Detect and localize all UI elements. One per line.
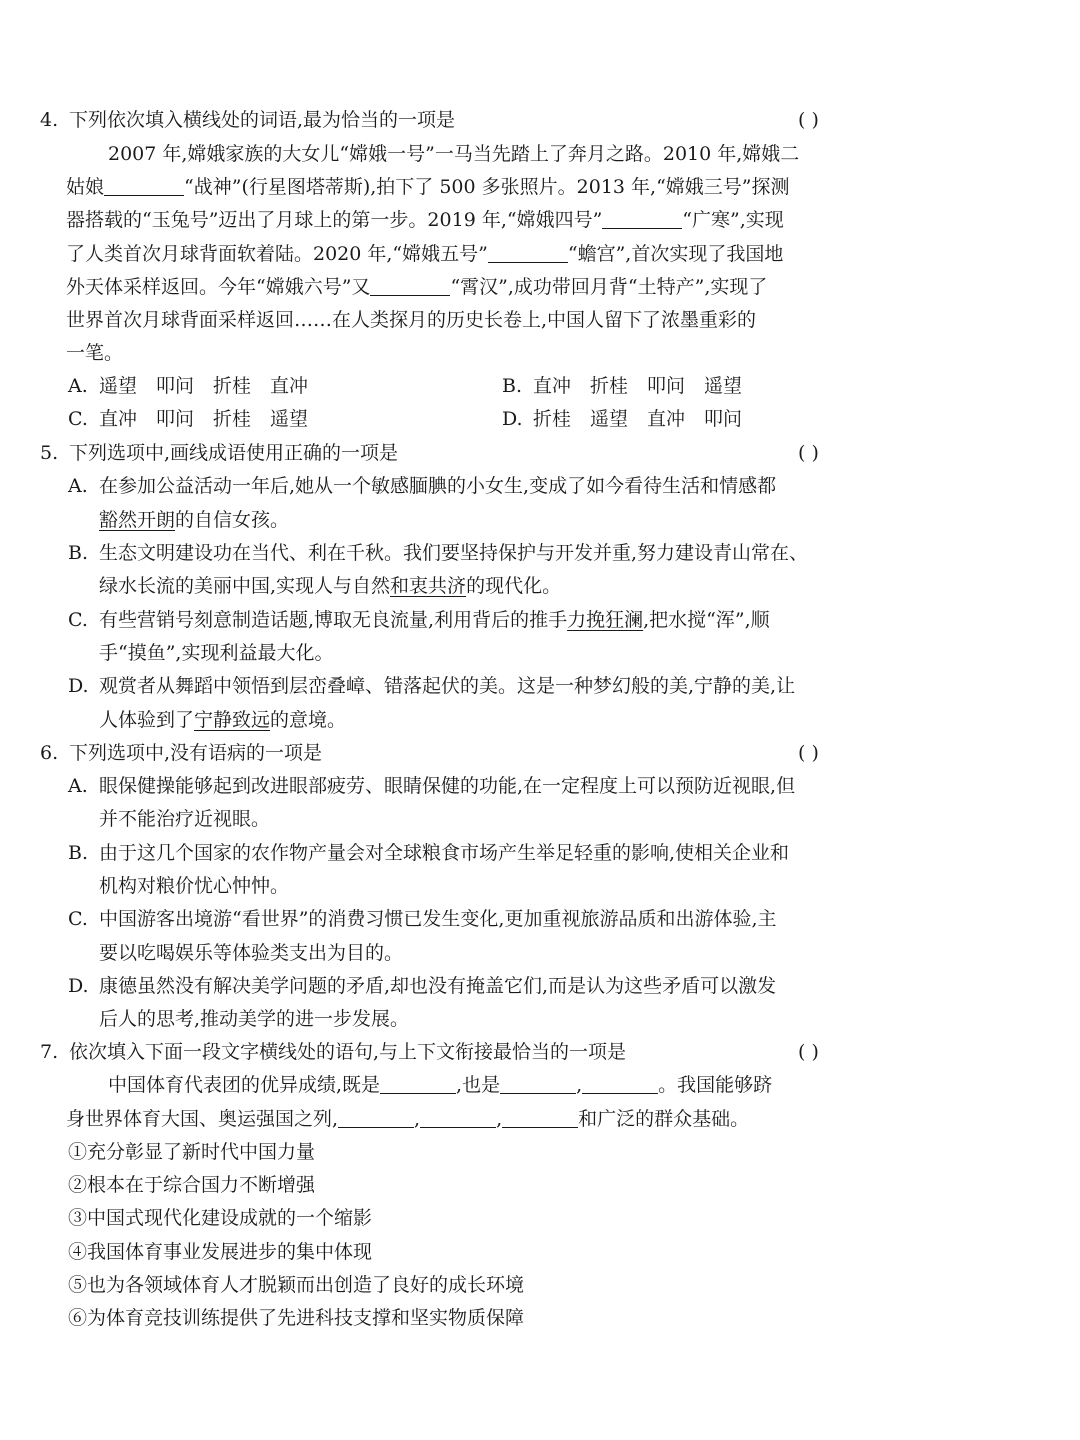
- q4-passage-line: [0, 304, 1080, 337]
- option-text[interactable]: 直冲 折桂 叩问 遥望: [533, 375, 743, 397]
- q4-passage-text: 外天体采样返回。今年“嫦娥六号”又: [66, 276, 371, 298]
- q7-item-text: ②根本在于综合国力不断增强: [68, 1174, 316, 1196]
- q4-passage-text: 一笔。: [66, 342, 124, 364]
- underlined-idiom: 宁静致远: [194, 709, 271, 731]
- q7-number: 7.: [40, 1041, 59, 1063]
- q4-passage-line: [0, 271, 1080, 304]
- q7-blank: [582, 1075, 658, 1094]
- option-text: 的现代化。: [466, 575, 562, 597]
- q4-answer-paren: ( ): [798, 109, 819, 131]
- option-label: B.: [68, 542, 89, 564]
- q5-option-a-cont: [0, 504, 1080, 537]
- q4-passage-text: “战神”(行星图塔蒂斯),拍下了 500 多张照片。2013 年,“嫦娥三号”探测: [184, 176, 790, 198]
- q7-passage-text: ,也是: [456, 1074, 501, 1096]
- q6-option-b-cont: [0, 870, 1080, 903]
- q7-passage-text: 。我国能够跻: [658, 1074, 773, 1096]
- q6-option-d[interactable]: [0, 970, 1080, 1003]
- q4-passage-text: 器搭载的“玉兔号”迈出了月球上的第一步。2019 年,“嫦娥四号”: [66, 209, 603, 231]
- q7-passage-line: [0, 1103, 1080, 1136]
- q6-answer-paren: ( ): [798, 742, 819, 764]
- q4-number: 4.: [40, 109, 59, 131]
- q7-item-text: ⑤也为各领域体育人才脱颖而出创造了良好的成长环境: [68, 1274, 525, 1296]
- q4-passage-line: [0, 204, 1080, 237]
- q5-option-b[interactable]: [0, 537, 1080, 570]
- option-text: 有些营销号刻意制造话题,博取无良流量,利用背后的推手: [99, 609, 568, 631]
- q4-blank: [488, 244, 568, 263]
- q5-answer-paren: ( ): [798, 442, 819, 464]
- option-text: 眼保健操能够起到改进眼部疲劳、眼睛保健的功能,在一定程度上可以预防近视眼,但: [99, 775, 796, 797]
- q4-options-row: [0, 370, 1080, 403]
- option-text: 的自信女孩。: [175, 509, 290, 531]
- option-text[interactable]: 直冲 叩问 折桂 遥望: [99, 408, 309, 430]
- option-text: ,把水搅“浑”,顺: [643, 609, 770, 631]
- q7-stem: 依次填入下面一段文字横线处的语句,与上下文衔接最恰当的一项是: [69, 1041, 627, 1063]
- option-text: 绿水长流的美丽中国,实现人与自然: [99, 575, 391, 597]
- q7-stem-line: [0, 1036, 1080, 1069]
- q6-stem-line: [0, 737, 1080, 770]
- option-label[interactable]: D.: [502, 408, 523, 430]
- q7-item-text: ③中国式现代化建设成就的一个缩影: [68, 1207, 373, 1229]
- q7-item-text: ①充分彰显了新时代中国力量: [68, 1141, 316, 1163]
- q7-passage-text: ,: [496, 1108, 503, 1130]
- option-text: 观赏者从舞蹈中领悟到层峦叠嶂、错落起伏的美。这是一种梦幻般的美,宁静的美,让: [99, 675, 796, 697]
- option-text: 生态文明建设功在当代、利在千秋。我们要坚持保护与开发并重,努力建设青山常在、: [99, 542, 809, 564]
- q7-blank: [500, 1075, 576, 1094]
- q4-stem: 下列依次填入横线处的词语,最为恰当的一项是: [69, 109, 456, 131]
- q5-stem: 下列选项中,画线成语使用正确的一项是: [69, 442, 399, 464]
- q7-passage-text: 身世界体育大国、奥运强国之列,: [66, 1108, 339, 1130]
- q6-option-c-cont: [0, 937, 1080, 970]
- underlined-idiom: 和衷共济: [390, 575, 467, 597]
- option-text: 由于这几个国家的农作物产量会对全球粮食市场产生举足轻重的影响,使相关企业和: [99, 842, 790, 864]
- option-label: D.: [68, 675, 89, 697]
- q5-option-d-cont: [0, 704, 1080, 737]
- q7-item: [0, 1236, 1080, 1269]
- q7-item: [0, 1202, 1080, 1235]
- option-text: 机构对粮价忧心忡忡。: [99, 875, 290, 897]
- option-label: C.: [68, 908, 88, 930]
- q7-passage-text: 和广泛的群众基础。: [578, 1108, 750, 1130]
- option-text[interactable]: 折桂 遥望 直冲 叩问: [533, 408, 743, 430]
- q7-blank: [502, 1109, 578, 1128]
- q5-number: 5.: [40, 442, 59, 464]
- option-text: 后人的思考,推动美学的进一步发展。: [99, 1008, 410, 1030]
- option-label: C.: [68, 609, 88, 631]
- q7-item: [0, 1302, 1080, 1335]
- q7-item-text: ⑥为体育竞技训练提供了先进科技支撑和坚实物质保障: [68, 1307, 525, 1329]
- option-text: 并不能治疗近视眼。: [99, 808, 271, 830]
- q6-option-d-cont: [0, 1003, 1080, 1036]
- underlined-idiom: 力挽狂澜: [567, 609, 644, 631]
- q7-item: [0, 1169, 1080, 1202]
- q7-passage-line: [0, 1069, 1080, 1102]
- option-text: 人体验到了: [99, 709, 195, 731]
- option-text: 康德虽然没有解决美学问题的矛盾,却也没有掩盖它们,而是认为这些矛盾可以激发: [99, 975, 777, 997]
- q4-passage-text: 姑娘: [66, 176, 105, 198]
- option-label[interactable]: C.: [68, 408, 88, 430]
- option-text[interactable]: 遥望 叩问 折桂 直冲: [99, 375, 309, 397]
- option-text: 的意境。: [270, 709, 347, 731]
- q4-passage-line: [0, 171, 1080, 204]
- option-label: A.: [68, 775, 88, 797]
- q7-item-text: ④我国体育事业发展进步的集中体现: [68, 1241, 373, 1263]
- q5-option-c-cont: [0, 637, 1080, 670]
- q4-blank: [104, 177, 184, 196]
- option-label[interactable]: A.: [68, 375, 88, 397]
- option-label: B.: [68, 842, 89, 864]
- q4-passage-line: [0, 337, 1080, 370]
- q4-passage-text: 2007 年,嫦娥家族的大女儿“嫦娥一号”一马当先踏上了奔月之路。2010 年,嫦娥二: [108, 143, 800, 165]
- underlined-idiom: 豁然开朗: [99, 509, 176, 531]
- option-label[interactable]: B.: [502, 375, 523, 397]
- q6-option-a[interactable]: [0, 770, 1080, 803]
- q4-passage-text: “蟾宫”,首次实现了我国地: [567, 243, 784, 265]
- q4-passage-line: [0, 138, 1080, 171]
- q6-option-b[interactable]: [0, 837, 1080, 870]
- q6-stem: 下列选项中,没有语病的一项是: [69, 742, 323, 764]
- q4-passage-text: 了人类首次月球背面软着陆。2020 年,“嫦娥五号”: [66, 243, 488, 265]
- q7-blank: [338, 1109, 414, 1128]
- q5-option-b-cont: [0, 570, 1080, 603]
- q4-blank: [602, 210, 682, 229]
- q6-option-a-cont: [0, 803, 1080, 836]
- q7-blank: [380, 1075, 456, 1094]
- q4-passage-text: “广寒”,实现: [682, 209, 784, 231]
- q6-option-c[interactable]: [0, 903, 1080, 936]
- option-label: A.: [68, 475, 88, 497]
- q7-item: [0, 1269, 1080, 1302]
- option-label: D.: [68, 975, 89, 997]
- option-text: 要以吃喝娱乐等体验类支出为目的。: [99, 942, 404, 964]
- q4-stem-line: [0, 104, 1080, 137]
- q7-passage-text: 中国体育代表团的优异成绩,既是: [108, 1074, 381, 1096]
- q7-passage-text: ,: [576, 1074, 583, 1096]
- q7-item: [0, 1136, 1080, 1169]
- q5-option-c[interactable]: [0, 604, 1080, 637]
- option-text: 在参加公益活动一年后,她从一个敏感腼腆的小女生,变成了如今看待生活和情感都: [99, 475, 777, 497]
- q7-answer-paren: ( ): [798, 1041, 819, 1063]
- q6-number: 6.: [40, 742, 59, 764]
- q5-stem-line: [0, 437, 1080, 470]
- q4-options-row: [0, 403, 1080, 436]
- option-text: 中国游客出境游“看世界”的消费习惯已发生变化,更加重视旅游品质和出游体验,主: [99, 908, 777, 930]
- q7-blank: [420, 1109, 496, 1128]
- q7-passage-text: ,: [414, 1108, 421, 1130]
- q4-passage-text: “霄汉”,成功带回月背“土特产”,实现了: [450, 276, 768, 298]
- q5-option-d[interactable]: [0, 670, 1080, 703]
- q4-blank: [370, 277, 450, 296]
- q5-option-a[interactable]: [0, 470, 1080, 503]
- option-text: 手“摸鱼”,实现利益最大化。: [99, 642, 334, 664]
- q4-passage-line: [0, 238, 1080, 271]
- q4-passage-text: 世界首次月球背面采样返回……在人类探月的历史长卷上,中国人留下了浓墨重彩的: [66, 309, 757, 331]
